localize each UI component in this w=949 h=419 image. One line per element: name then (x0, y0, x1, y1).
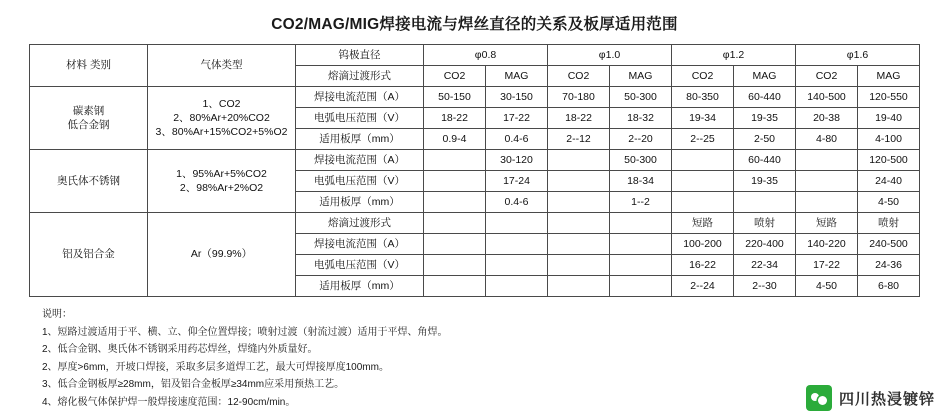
cell-value (548, 213, 610, 234)
gas-item: 1、CO2 (202, 97, 241, 110)
cell-value (734, 192, 796, 213)
cell-value: 17-24 (486, 171, 548, 192)
cell-value: 220-400 (734, 234, 796, 255)
cell-value: 2--24 (672, 276, 734, 297)
material-name-1: 奥氏体不锈钢 (30, 150, 148, 213)
cell-value: 19-34 (672, 108, 734, 129)
header-mode-7: MAG (858, 66, 920, 87)
cell-value (796, 192, 858, 213)
cell-value (610, 234, 672, 255)
header-diameter-2: φ1.2 (672, 45, 796, 66)
note-line: 2、厚度>6mm，开坡口焊接，采取多层多道焊工艺，最大可焊接厚度100mm。 (42, 361, 389, 373)
gas-item: 2、98%Ar+2%O2 (179, 182, 264, 194)
cell-value: 50-150 (424, 87, 486, 108)
cell-value: 0.4-6 (486, 192, 548, 213)
cell-value: 16-22 (672, 255, 734, 276)
cell-value: 4-50 (858, 192, 920, 213)
table-row (30, 87, 920, 108)
cell-value: 140-220 (796, 234, 858, 255)
cell-value (672, 150, 734, 171)
cell-value: 4-100 (858, 129, 920, 150)
cell-value (548, 276, 610, 297)
cell-value: 60-440 (734, 150, 796, 171)
gas-list-2: Ar（99.9%） (148, 213, 296, 297)
header-transfer-label: 熔滴过渡形式 (296, 66, 424, 87)
cell-value: 喷射 (734, 213, 796, 234)
cell-value: 240-500 (858, 234, 920, 255)
cell-value: 喷射 (858, 213, 920, 234)
header-diameter-0: φ0.8 (424, 45, 548, 66)
cell-value: 18-32 (610, 108, 672, 129)
cell-value: 80-350 (672, 87, 734, 108)
param-label-voltage: 电弧电压范围（V） (296, 255, 424, 276)
cell-value (486, 276, 548, 297)
cell-value (672, 171, 734, 192)
cell-value (548, 234, 610, 255)
gas-item: 3、80%Ar+15%CO2+5%O2 (155, 126, 288, 139)
cell-value (424, 255, 486, 276)
cell-value (610, 213, 672, 234)
header-mode-0: CO2 (424, 66, 486, 87)
cell-value (424, 150, 486, 171)
note-line: 2、低合金钢、奥氏体不锈钢采用药芯焊丝，焊缝内外质量好。 (42, 344, 318, 355)
header-mode-4: CO2 (672, 66, 734, 87)
cell-value: 0.4-6 (486, 129, 548, 150)
table-row (30, 150, 920, 171)
param-label-thickness: 适用板厚（mm） (296, 192, 424, 213)
cell-value: 2-50 (734, 129, 796, 150)
cell-value: 24-36 (858, 255, 920, 276)
cell-value: 6-80 (858, 276, 920, 297)
cell-value: 1--2 (610, 192, 672, 213)
cell-value: 18-22 (424, 108, 486, 129)
param-label-voltage: 电弧电压范围（V） (296, 108, 424, 129)
header-gas: 气体类型 (148, 45, 296, 87)
cell-value: 短路 (672, 213, 734, 234)
cell-value: 17-22 (796, 255, 858, 276)
material-name-2: 铝及铝合金 (30, 213, 148, 297)
param-label-current: 焊接电流范围（A） (296, 87, 424, 108)
cell-value: 120-550 (858, 87, 920, 108)
header-mode-1: MAG (486, 66, 548, 87)
cell-value: 19-40 (858, 108, 920, 129)
page-title: CO2/MAG/MIG焊接电流与焊丝直径的关系及板厚适用范围 (271, 16, 678, 33)
gas-list-0 (148, 87, 296, 150)
cell-value: 2--25 (672, 129, 734, 150)
cell-value: 22-34 (734, 255, 796, 276)
cell-value (486, 255, 548, 276)
header-mode-5: MAG (734, 66, 796, 87)
note-line: 3、低合金钢板厚≥28mm，铝及铝合金板厚≥34mm应采用预热工艺。 (42, 379, 345, 390)
cell-value (548, 255, 610, 276)
table-header-row-diameter (30, 45, 920, 66)
header-mode-3: MAG (610, 66, 672, 87)
param-label-current: 焊接电流范围（A） (296, 150, 424, 171)
cell-value: 30-150 (486, 87, 548, 108)
param-label-thickness: 适用板厚（mm） (296, 276, 424, 297)
cell-value: 60-440 (734, 87, 796, 108)
cell-value: 120-500 (858, 150, 920, 171)
notes-heading: 说明： (42, 309, 72, 320)
param-label-thickness: 适用板厚（mm） (296, 129, 424, 150)
param-label-voltage: 电弧电压范围（V） (296, 171, 424, 192)
note-line: 4、熔化极气体保护焊一般焊接速度范围：12-90cm/min。 (42, 396, 296, 408)
cell-value: 4-50 (796, 276, 858, 297)
watermark-label: 四川热浸镀锌 (838, 390, 935, 408)
cell-value (424, 276, 486, 297)
cell-value: 30-120 (486, 150, 548, 171)
header-mode-2: CO2 (548, 66, 610, 87)
cell-value: 0.9-4 (424, 129, 486, 150)
cell-value (486, 234, 548, 255)
header-diameter-label: 钨极直径 (296, 45, 424, 66)
cell-value: 50-300 (610, 150, 672, 171)
header-diameter-1: φ1.0 (548, 45, 672, 66)
cell-value: 70-180 (548, 87, 610, 108)
gas-item: 2、80%Ar+20%CO2 (173, 111, 270, 124)
cell-value (548, 192, 610, 213)
cell-value: 19-35 (734, 171, 796, 192)
cell-value: 50-300 (610, 87, 672, 108)
header-diameter-3: φ1.6 (796, 45, 920, 66)
cell-value: 2--20 (610, 129, 672, 150)
cell-value: 20-38 (796, 108, 858, 129)
cell-value: 18-22 (548, 108, 610, 129)
notes-section (42, 306, 742, 411)
cell-value: 140-500 (796, 87, 858, 108)
cell-value: 18-34 (610, 171, 672, 192)
cell-value: 24-40 (858, 171, 920, 192)
cell-value: 19-35 (734, 108, 796, 129)
cell-value: 100-200 (672, 234, 734, 255)
cell-value (424, 192, 486, 213)
cell-value: 17-22 (486, 108, 548, 129)
watermark (806, 385, 935, 411)
wechat-official-account-icon (806, 385, 832, 411)
cell-value (486, 213, 548, 234)
cell-value (610, 276, 672, 297)
table-row (30, 213, 920, 234)
cell-value: 2--30 (734, 276, 796, 297)
cell-value (796, 150, 858, 171)
gas-item: 1、95%Ar+5%CO2 (176, 167, 267, 180)
cell-value: 短路 (796, 213, 858, 234)
cell-value (424, 171, 486, 192)
cell-value (424, 213, 486, 234)
header-material: 材料 类别 (30, 45, 148, 87)
material-line-a: 碳素钢 (72, 104, 105, 117)
header-mode-6: CO2 (796, 66, 858, 87)
cell-value (548, 150, 610, 171)
cell-value (610, 255, 672, 276)
cell-value (796, 171, 858, 192)
cell-value: 4-80 (796, 129, 858, 150)
param-label-transfer: 熔滴过渡形式 (296, 213, 424, 234)
cell-value: 2--12 (548, 129, 610, 150)
cell-value (672, 192, 734, 213)
note-line: 1、短路过渡适用于平、横、立、仰全位置焊接；喷射过渡（射流过渡）适用于平焊、角焊。 (42, 326, 448, 338)
material-name-0 (30, 87, 148, 150)
material-line-b: 低合金钢 (67, 119, 110, 131)
welding-parameters-table (29, 44, 920, 297)
gas-list-1 (148, 150, 296, 213)
param-label-current: 焊接电流范围（A） (296, 234, 424, 255)
cell-value (548, 171, 610, 192)
cell-value (424, 234, 486, 255)
